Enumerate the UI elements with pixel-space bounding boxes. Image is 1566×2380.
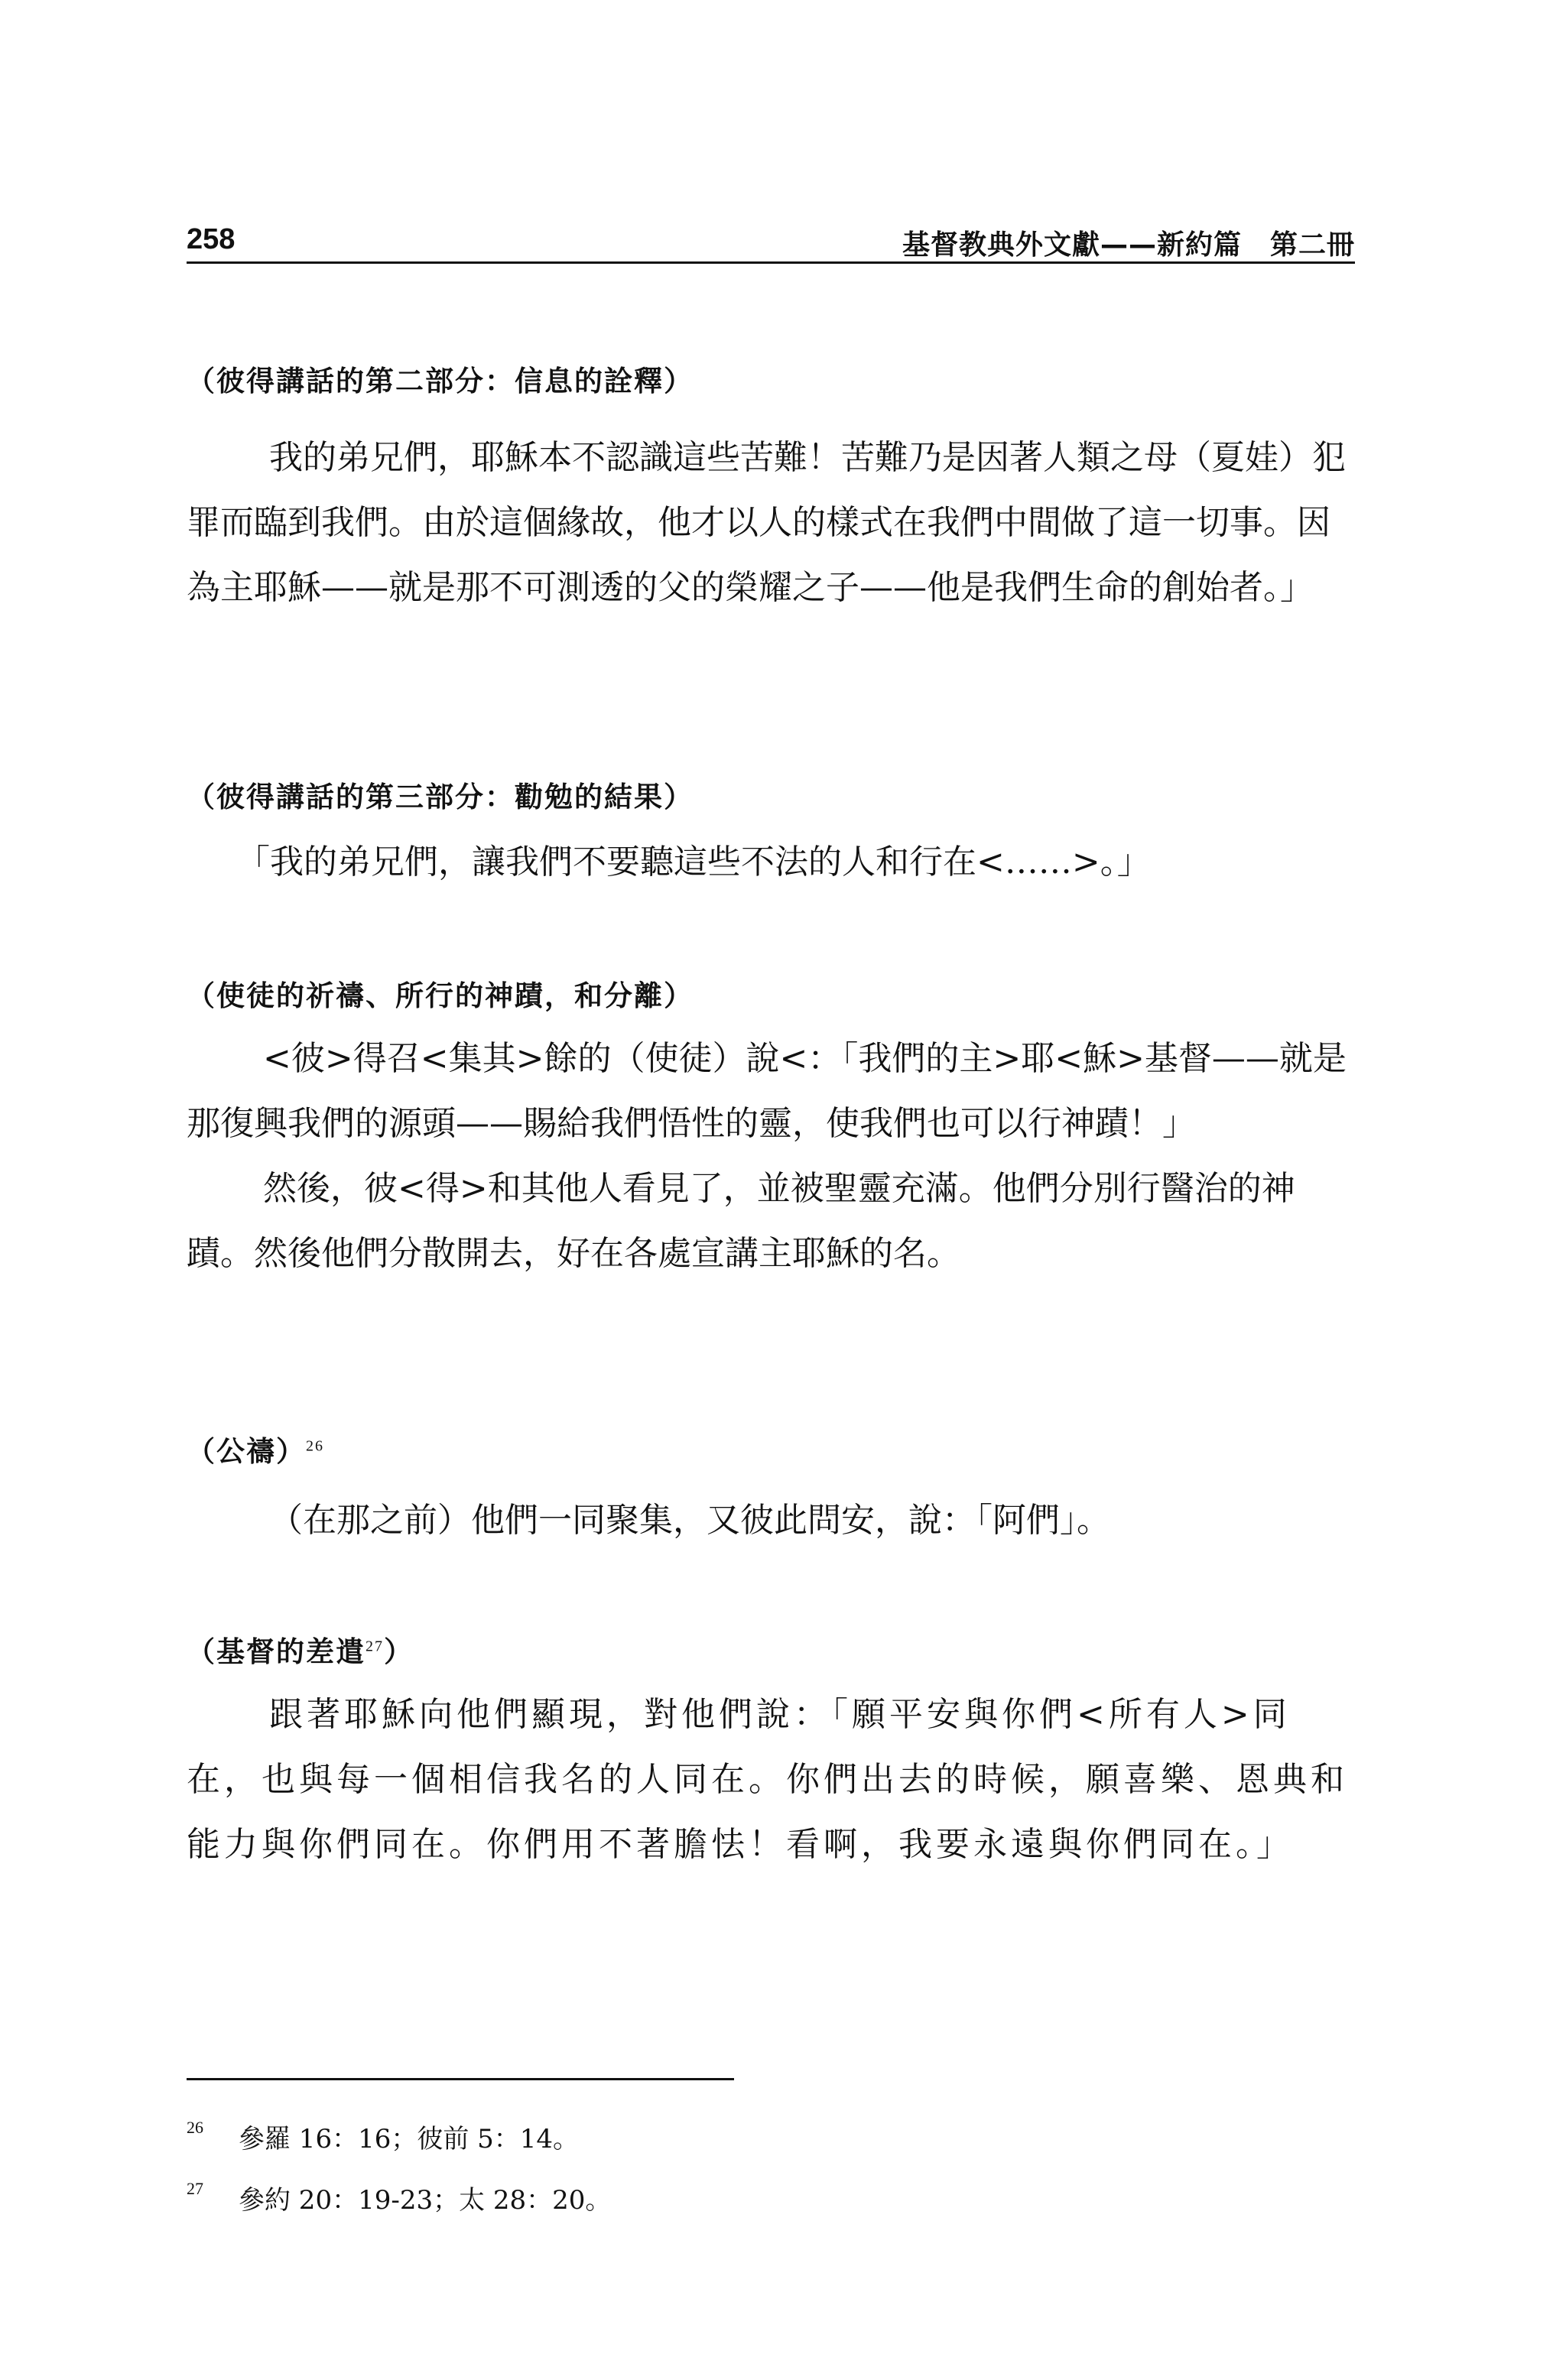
section-body (187, 1026, 1355, 1286)
section-body (187, 425, 1355, 620)
section-heading (187, 1628, 414, 1670)
running-title: 基督教典外文獻——新約篇 第二冊 (902, 229, 1355, 261)
footnote-text: 參羅 16：16；彼前 5：14。 (239, 2124, 580, 2154)
footnote-ref: 27 (366, 1638, 384, 1655)
heading-text: （公禱） (187, 1435, 306, 1468)
footnote-ref: 26 (306, 1437, 324, 1455)
footnote-text: 參約 20：19-23；太 28：20。 (239, 2185, 612, 2216)
section-body (187, 830, 1355, 895)
heading-text: （基督的差遣 (187, 1635, 366, 1668)
section-heading: （彼得講話的第三部分：勸勉的結果） (187, 781, 694, 813)
footnote (187, 2118, 579, 2155)
heading-close: ） (384, 1635, 414, 1668)
paragraph: 跟著耶穌向他們顯現，對他們說：「願平安與你們<所有人>同在，也與每一個相信我名的人同在。你們出去的時候，願喜樂、恩典和能力與你們同在。你們用不著膽怯！看啊，我要永遠與你們同在。」 (187, 1695, 1348, 1864)
section-body (187, 1488, 1355, 1553)
page-number: 258 (187, 223, 236, 255)
running-header (187, 223, 1355, 261)
section-heading: （使徒的祈禱、所行的神蹟，和分離） (187, 979, 694, 1012)
footnote-number: 27 (187, 2179, 203, 2198)
section-body (187, 1682, 1355, 1877)
paragraph: 我的弟兄們，耶穌本不認識這些苦難！苦難乃是因著人類之母（夏娃）犯罪而臨到我們。由於這個緣故，他才以人的樣式在我們中間做了這一切事。因為主耶穌——就是那不可測透的父的榮耀之子——他是我們生命的創始者。」 (187, 438, 1346, 607)
paragraph: <彼>得召<集其>餘的（使徒）說<：「我們的主>耶<穌>基督——就是那復興我們的源頭——賜給我們悟性的靈，使我們也可以行神蹟！」 (187, 1039, 1347, 1143)
section-heading: （彼得講話的第二部分：信息的詮釋） (187, 365, 694, 398)
section-heading (187, 1428, 324, 1469)
paragraph: （在那之前）他們一同聚集，又彼此問安，說：「阿們」。 (269, 1501, 1110, 1540)
header-divider (187, 261, 1355, 264)
footnote (187, 2179, 611, 2216)
footnote-divider (187, 2078, 734, 2080)
paragraph: 「我的弟兄們，讓我們不要聽這些不法的人和行在<……>。」 (236, 843, 1151, 882)
footnote-number: 26 (187, 2118, 203, 2137)
paragraph: 然後，彼<得>和其他人看見了，並被聖靈充滿。他們分別行醫治的神蹟。然後他們分散開去，好在各處宣講主耶穌的名。 (187, 1169, 1295, 1273)
